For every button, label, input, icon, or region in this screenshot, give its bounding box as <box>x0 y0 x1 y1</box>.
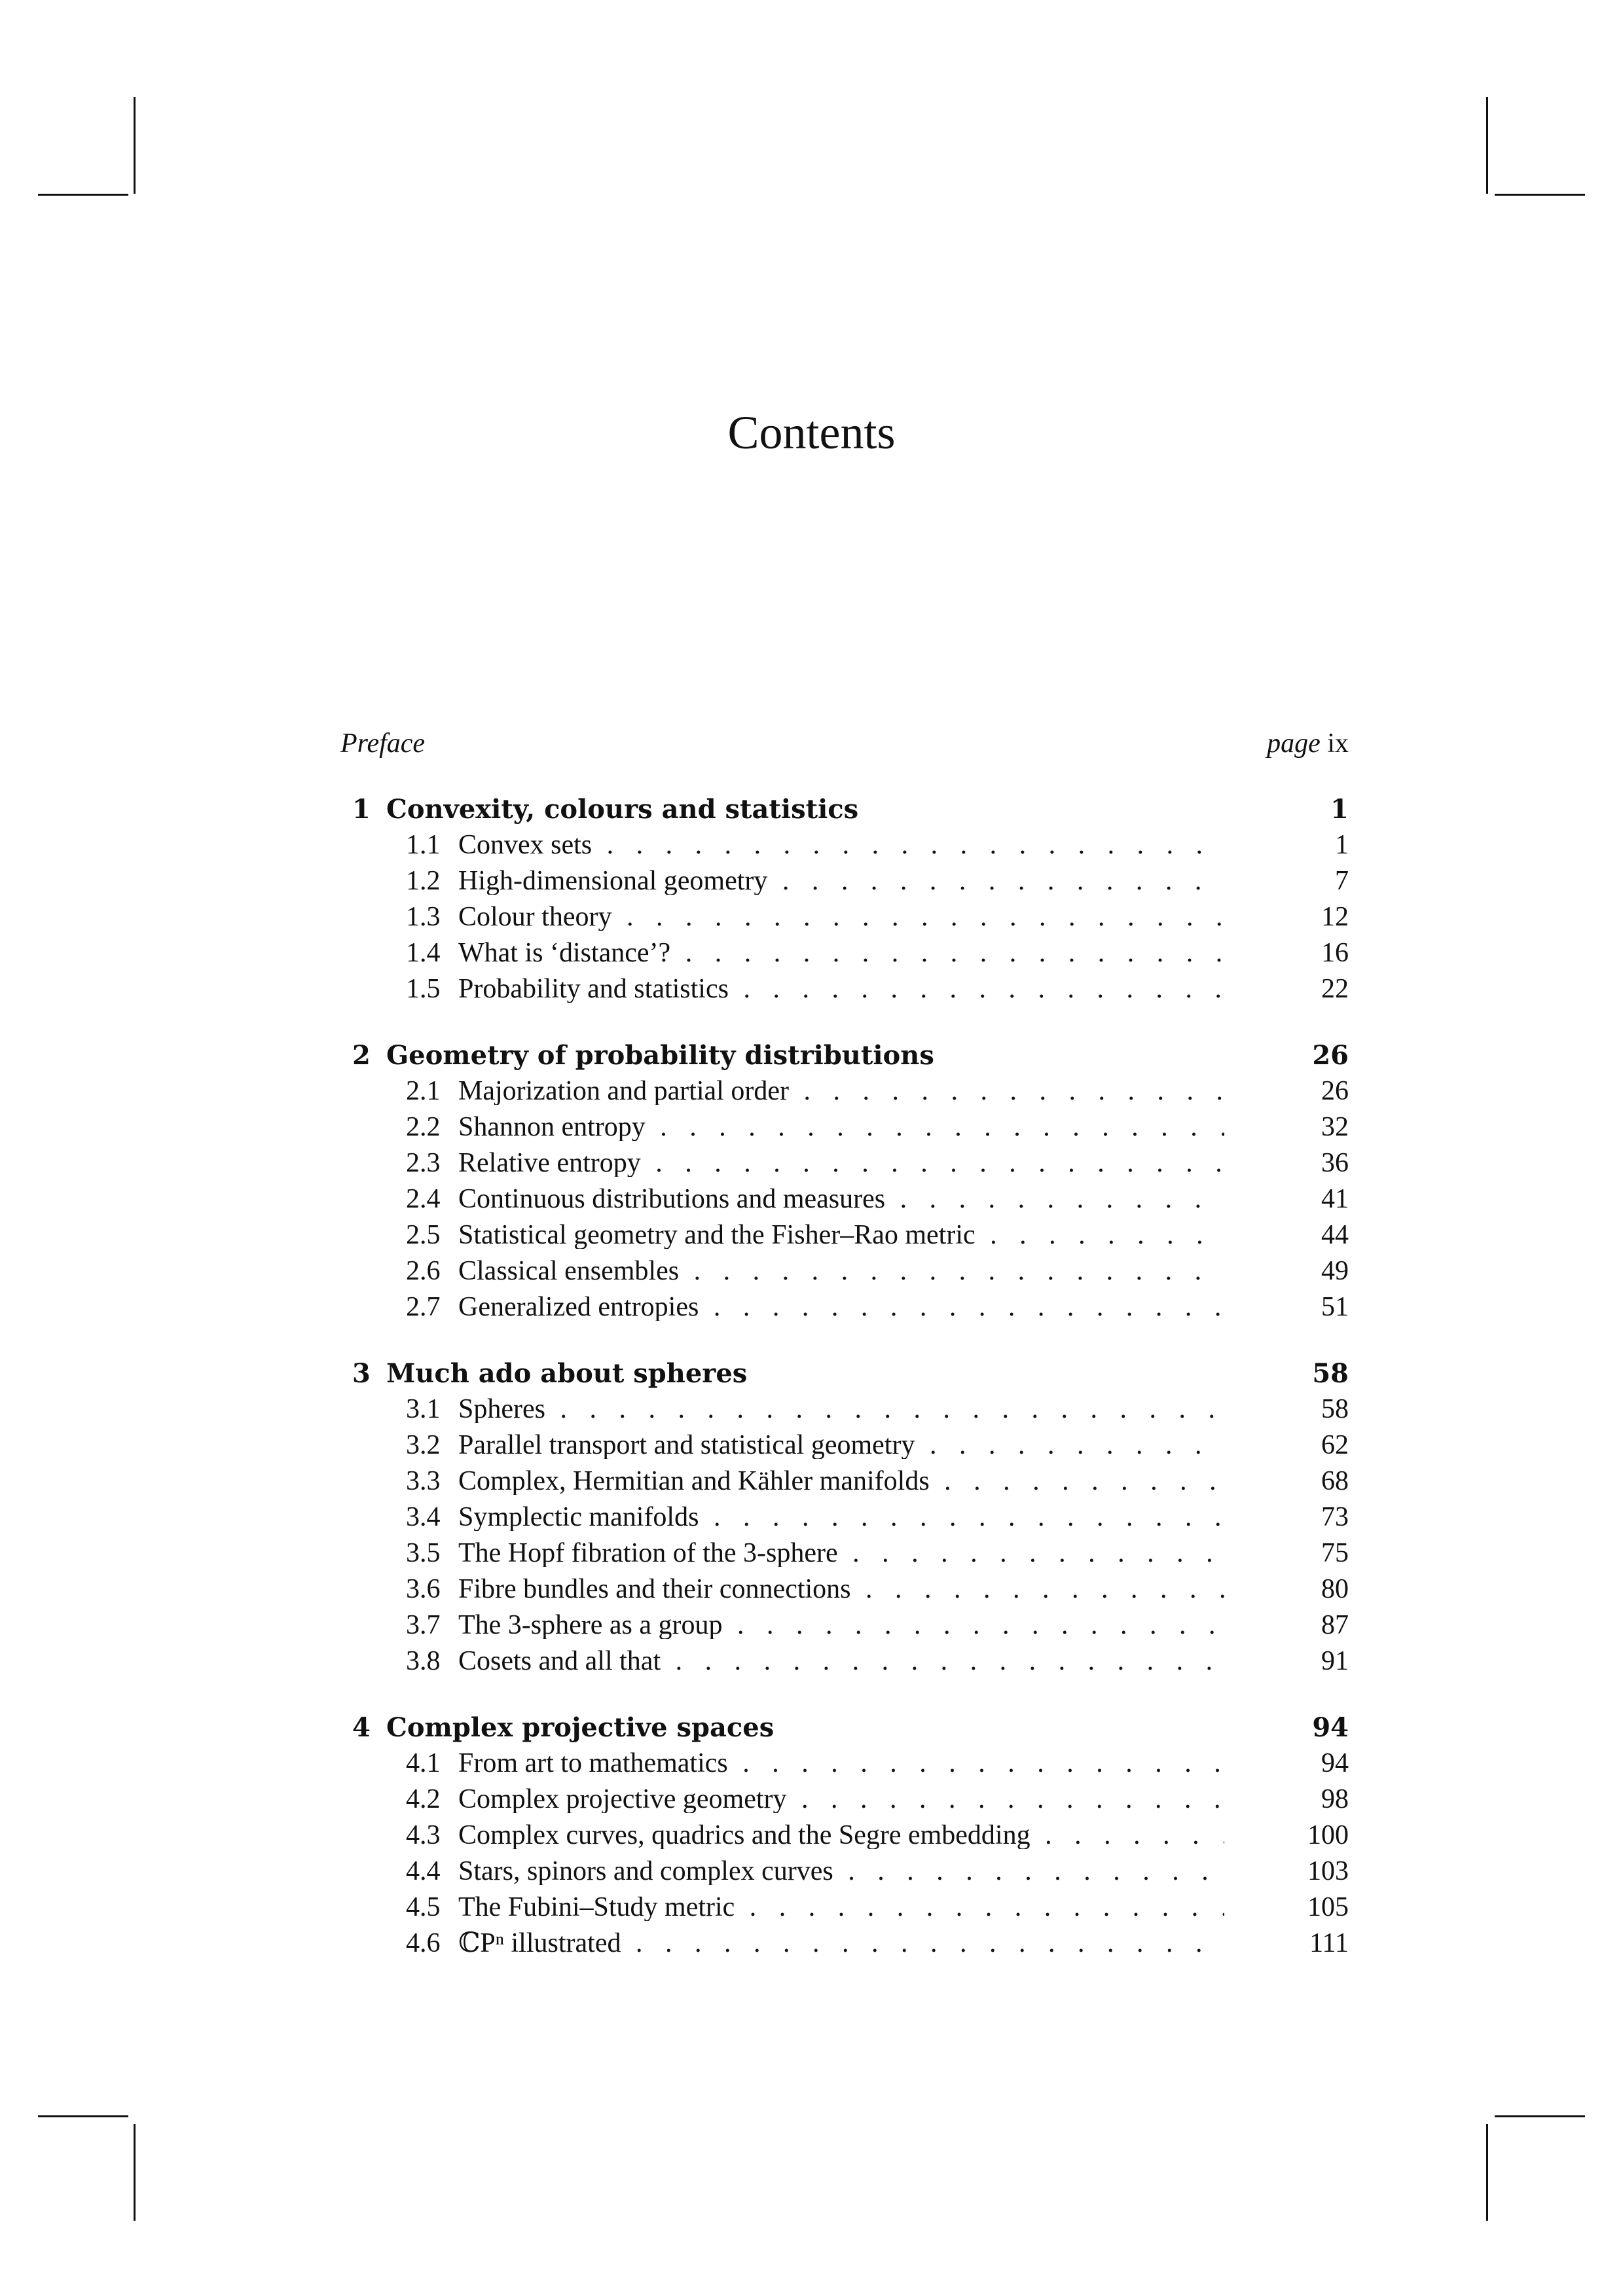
page-title: Contents <box>727 406 896 459</box>
section-title: Cosets and all that . . . <box>458 1647 1224 1675</box>
section-page-number: 44 <box>1321 1220 1349 1250</box>
toc-section-1-1[interactable] <box>340 823 1349 859</box>
section-page-number: 68 <box>1321 1466 1349 1496</box>
toc-preface-row[interactable] <box>340 721 1349 757</box>
chapter-gap <box>340 1003 1349 1033</box>
section-page-number: 75 <box>1321 1538 1349 1568</box>
toc-section-3-5[interactable] <box>340 1531 1349 1567</box>
toc-section-3-1[interactable] <box>340 1387 1349 1423</box>
section-page-number: 51 <box>1321 1292 1349 1322</box>
section-page-number: 105 <box>1307 1892 1349 1922</box>
section-page-number: 1 <box>1335 830 1349 860</box>
section-page-number: 7 <box>1335 866 1349 896</box>
chapter-page-number: 1 <box>1330 794 1349 825</box>
section-title: Majorization and partial order . . . <box>458 1077 1224 1105</box>
section-number: 2.2 <box>406 1112 441 1142</box>
section-page-number: 41 <box>1321 1184 1349 1214</box>
toc-section-2-7[interactable] <box>340 1285 1349 1321</box>
toc-chapter-4[interactable] <box>340 1705 1349 1741</box>
toc-chapter-1[interactable] <box>340 787 1349 823</box>
section-title: The Fubini–Study metric . . . <box>458 1893 1224 1921</box>
section-page-number: 111 <box>1309 1928 1349 1958</box>
section-title: Convex sets . . . <box>458 831 1224 859</box>
section-number: 3.3 <box>406 1466 441 1496</box>
section-number: 2.7 <box>406 1292 441 1322</box>
section-title: Complex projective geometry . . . <box>458 1785 1224 1813</box>
section-page-number: 98 <box>1321 1784 1349 1814</box>
toc-section-3-7[interactable] <box>340 1603 1349 1639</box>
crop-mark-bottom-right-horizontal <box>1495 2115 1585 2117</box>
section-title: Colour theory . . . <box>458 903 1224 931</box>
toc-section-3-4[interactable] <box>340 1495 1349 1531</box>
section-title: From art to mathematics . . . <box>458 1749 1224 1777</box>
section-page-number: 49 <box>1321 1256 1349 1286</box>
toc-section-3-6[interactable] <box>340 1567 1349 1603</box>
section-page-number: 62 <box>1321 1430 1349 1460</box>
toc-section-1-5[interactable] <box>340 967 1349 1003</box>
chapter-gap <box>340 1321 1349 1351</box>
preface-page <box>1267 730 1349 757</box>
chapter-page-number: 58 <box>1312 1358 1349 1389</box>
section-title: Complex, Hermitian and Kähler manifolds . . . <box>458 1467 1224 1495</box>
section-number: 3.8 <box>406 1646 441 1676</box>
toc-section-3-2[interactable] <box>340 1423 1349 1459</box>
toc-section-3-8[interactable] <box>340 1639 1349 1675</box>
section-title: Fibre bundles and their connections . . . <box>458 1575 1224 1603</box>
table-of-contents <box>340 721 1349 1957</box>
section-number: 1.1 <box>406 830 441 860</box>
section-title: Generalized entropies . . . <box>458 1293 1224 1321</box>
crop-mark-bottom-right-vertical <box>1486 2124 1488 2221</box>
section-number: 1.2 <box>406 866 441 896</box>
crop-mark-top-left-horizontal <box>38 194 128 196</box>
toc-section-1-3[interactable] <box>340 895 1349 931</box>
section-title: Probability and statistics . . . <box>458 975 1224 1003</box>
section-title: Relative entropy . . . <box>458 1149 1224 1177</box>
toc-chapter-2[interactable] <box>340 1033 1349 1069</box>
section-title: Parallel transport and statistical geometry . . . <box>458 1431 1224 1459</box>
toc-section-2-3[interactable] <box>340 1141 1349 1177</box>
section-page-number: 36 <box>1321 1148 1349 1178</box>
section-page-number: 87 <box>1321 1610 1349 1640</box>
chapter-number: 2 <box>352 1040 371 1071</box>
section-number: 3.2 <box>406 1430 441 1460</box>
chapter-list <box>340 787 1349 1957</box>
section-number: 1.3 <box>406 902 441 932</box>
toc-section-3-3[interactable] <box>340 1459 1349 1495</box>
toc-section-4-5[interactable] <box>340 1885 1349 1921</box>
section-number: 3.5 <box>406 1538 441 1568</box>
section-page-number: 26 <box>1321 1076 1349 1106</box>
section-number: 3.7 <box>406 1610 441 1640</box>
section-number: 2.5 <box>406 1220 441 1250</box>
chapter-title: Much ado about spheres <box>386 1358 748 1389</box>
section-number: 1.5 <box>406 974 441 1004</box>
toc-section-2-1[interactable] <box>340 1069 1349 1105</box>
chapter-title: Complex projective spaces <box>386 1712 775 1743</box>
section-number: 4.2 <box>406 1784 441 1814</box>
toc-section-4-4[interactable] <box>340 1849 1349 1885</box>
section-number: 4.1 <box>406 1748 441 1778</box>
section-title: Continuous distributions and measures . . . <box>458 1185 1224 1213</box>
preface-label: Preface <box>340 728 426 759</box>
section-number: 3.1 <box>406 1394 441 1424</box>
section-title: What is ‘distance’? . . . <box>458 939 1224 967</box>
section-page-number: 16 <box>1321 938 1349 968</box>
section-page-number: 100 <box>1307 1820 1349 1850</box>
section-title: The Hopf fibration of the 3-sphere . . . <box>458 1539 1224 1567</box>
section-number: 2.4 <box>406 1184 441 1214</box>
section-page-number: 32 <box>1321 1112 1349 1142</box>
section-page-number: 80 <box>1321 1574 1349 1604</box>
chapter-number: 1 <box>352 794 371 825</box>
section-title: Spheres . . . <box>458 1395 1224 1423</box>
section-number: 4.4 <box>406 1856 441 1886</box>
section-page-number: 58 <box>1321 1394 1349 1424</box>
preface-page-number: ix <box>1327 728 1349 759</box>
section-number: 4.6 <box>406 1928 441 1958</box>
section-page-number: 103 <box>1307 1856 1349 1886</box>
crop-mark-bottom-left-vertical <box>134 2124 136 2221</box>
section-title: Shannon entropy . . . <box>458 1113 1224 1141</box>
chapter-gap <box>340 1675 1349 1705</box>
section-title: High-dimensional geometry . . . <box>458 867 1224 895</box>
section-number: 2.1 <box>406 1076 441 1106</box>
section-title: ℂPⁿ illustrated . . . <box>458 1929 1224 1957</box>
section-page-number: 94 <box>1321 1748 1349 1778</box>
chapter-number: 3 <box>352 1358 371 1389</box>
section-page-number: 22 <box>1321 974 1349 1004</box>
chapter-title: Geometry of probability distributions <box>386 1040 934 1071</box>
chapter-page-number: 94 <box>1312 1712 1349 1743</box>
section-title: Stars, spinors and complex curves . . . <box>458 1857 1224 1885</box>
section-title: Complex curves, quadrics and the Segre embedding . . . <box>458 1821 1224 1849</box>
toc-section-2-5[interactable] <box>340 1213 1349 1249</box>
toc-section-2-6[interactable] <box>340 1249 1349 1285</box>
section-title: The 3-sphere as a group . . . <box>458 1611 1224 1639</box>
crop-mark-top-left-vertical <box>134 97 136 194</box>
section-title: Statistical geometry and the Fisher–Rao metric . . . <box>458 1221 1224 1249</box>
chapter-number: 4 <box>352 1712 371 1743</box>
toc-section-2-2[interactable] <box>340 1105 1349 1141</box>
toc-section-1-4[interactable] <box>340 931 1349 967</box>
section-number: 1.4 <box>406 938 441 968</box>
toc-section-1-2[interactable] <box>340 859 1349 895</box>
section-number: 2.3 <box>406 1148 441 1178</box>
crop-mark-top-right-horizontal <box>1495 194 1585 196</box>
page-word: page <box>1267 728 1321 759</box>
toc-section-4-1[interactable] <box>340 1741 1349 1777</box>
toc-section-4-6[interactable] <box>340 1921 1349 1957</box>
section-title: Symplectic manifolds . . . <box>458 1503 1224 1531</box>
section-page-number: 91 <box>1321 1646 1349 1676</box>
section-number: 3.4 <box>406 1502 441 1532</box>
section-number: 3.6 <box>406 1574 441 1604</box>
toc-section-2-4[interactable] <box>340 1177 1349 1213</box>
section-title: Classical ensembles . . . <box>458 1257 1224 1285</box>
section-number: 4.3 <box>406 1820 441 1850</box>
toc-chapter-3[interactable] <box>340 1351 1349 1387</box>
section-page-number: 73 <box>1321 1502 1349 1532</box>
chapter-title: Convexity, colours and statistics <box>386 794 859 825</box>
section-page-number: 12 <box>1321 902 1349 932</box>
section-number: 2.6 <box>406 1256 441 1286</box>
crop-mark-bottom-left-horizontal <box>38 2115 128 2117</box>
section-number: 4.5 <box>406 1892 441 1922</box>
toc-section-4-2[interactable] <box>340 1777 1349 1813</box>
chapter-page-number: 26 <box>1312 1040 1349 1071</box>
crop-mark-top-right-vertical <box>1486 97 1488 194</box>
toc-section-4-3[interactable] <box>340 1813 1349 1849</box>
